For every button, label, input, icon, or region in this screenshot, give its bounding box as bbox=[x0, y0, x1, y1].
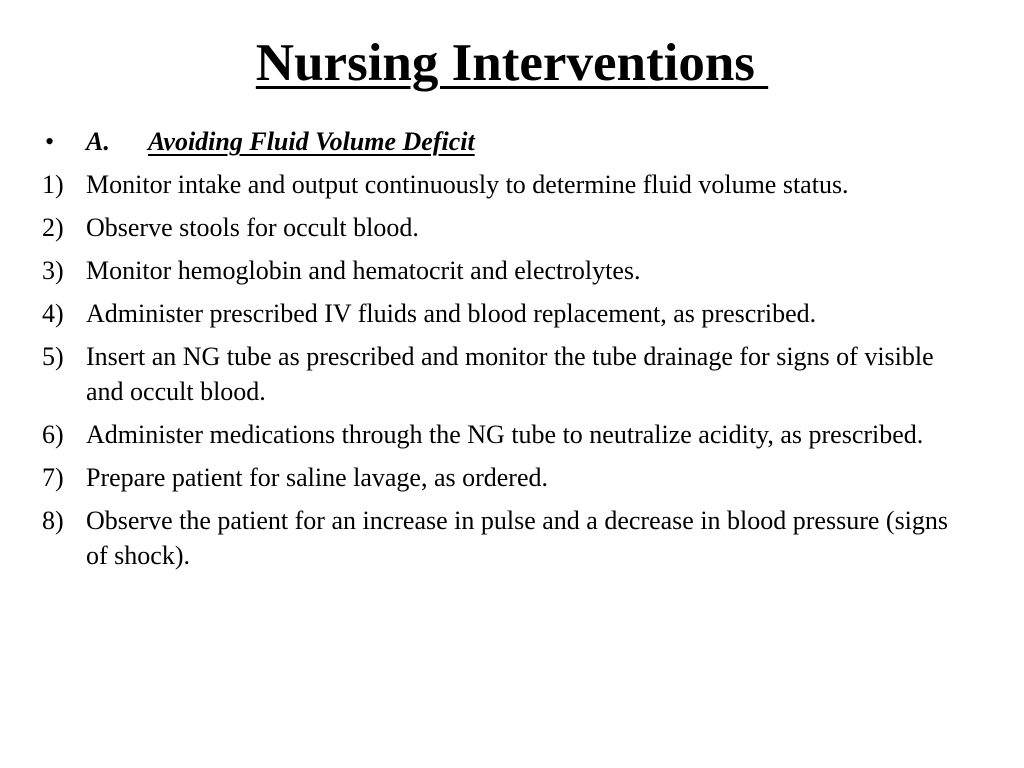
section-heading-row bbox=[42, 124, 972, 159]
list-item-text: Prepare patient for saline lavage, as ordered. bbox=[86, 463, 549, 492]
slide-content bbox=[42, 124, 972, 581]
section-heading bbox=[86, 124, 972, 159]
slide-title bbox=[0, 28, 1024, 98]
list-item-text: Observe the patient for an increase in pulse and a decrease in blood pressure (signs of shock). bbox=[86, 506, 949, 570]
list-item-text: Administer prescribed IV fluids and blood replacement, as prescribed. bbox=[86, 299, 817, 328]
list-item-text: Insert an NG tube as prescribed and monitor the tube drainage for signs of visible and occult blood. bbox=[86, 342, 934, 406]
list-item-number: 4) bbox=[42, 299, 64, 328]
list-item bbox=[42, 339, 972, 409]
list-item-number: 5) bbox=[42, 342, 64, 371]
list-item bbox=[42, 296, 972, 331]
list-item bbox=[42, 417, 972, 452]
list-item-text: Monitor hemoglobin and hematocrit and electrolytes. bbox=[86, 256, 641, 285]
list-item-number: 8) bbox=[42, 506, 64, 535]
list-item bbox=[42, 503, 972, 573]
list-item-number: 2) bbox=[42, 213, 64, 242]
slide-title-text: Nursing Interventions bbox=[255, 34, 769, 92]
list-item-text: Administer medications through the NG tube to neutralize acidity, as prescribed. bbox=[86, 420, 924, 449]
list-item bbox=[42, 460, 972, 495]
list-item bbox=[42, 167, 972, 202]
list-item bbox=[42, 253, 972, 288]
list-item-number: 3) bbox=[42, 256, 64, 285]
list-item-text: Observe stools for occult blood. bbox=[86, 213, 419, 242]
section-heading-text: Avoiding Fluid Volume Deficit bbox=[148, 127, 475, 156]
list-item bbox=[42, 210, 972, 245]
list-item-number: 7) bbox=[42, 463, 64, 492]
section-letter: A. bbox=[86, 127, 110, 156]
bullet-marker: • bbox=[45, 127, 55, 156]
list-item-number: 1) bbox=[42, 170, 64, 199]
list-item-number: 6) bbox=[42, 420, 64, 449]
list-item-text: Monitor intake and output continuously to determine fluid volume status. bbox=[86, 170, 849, 199]
